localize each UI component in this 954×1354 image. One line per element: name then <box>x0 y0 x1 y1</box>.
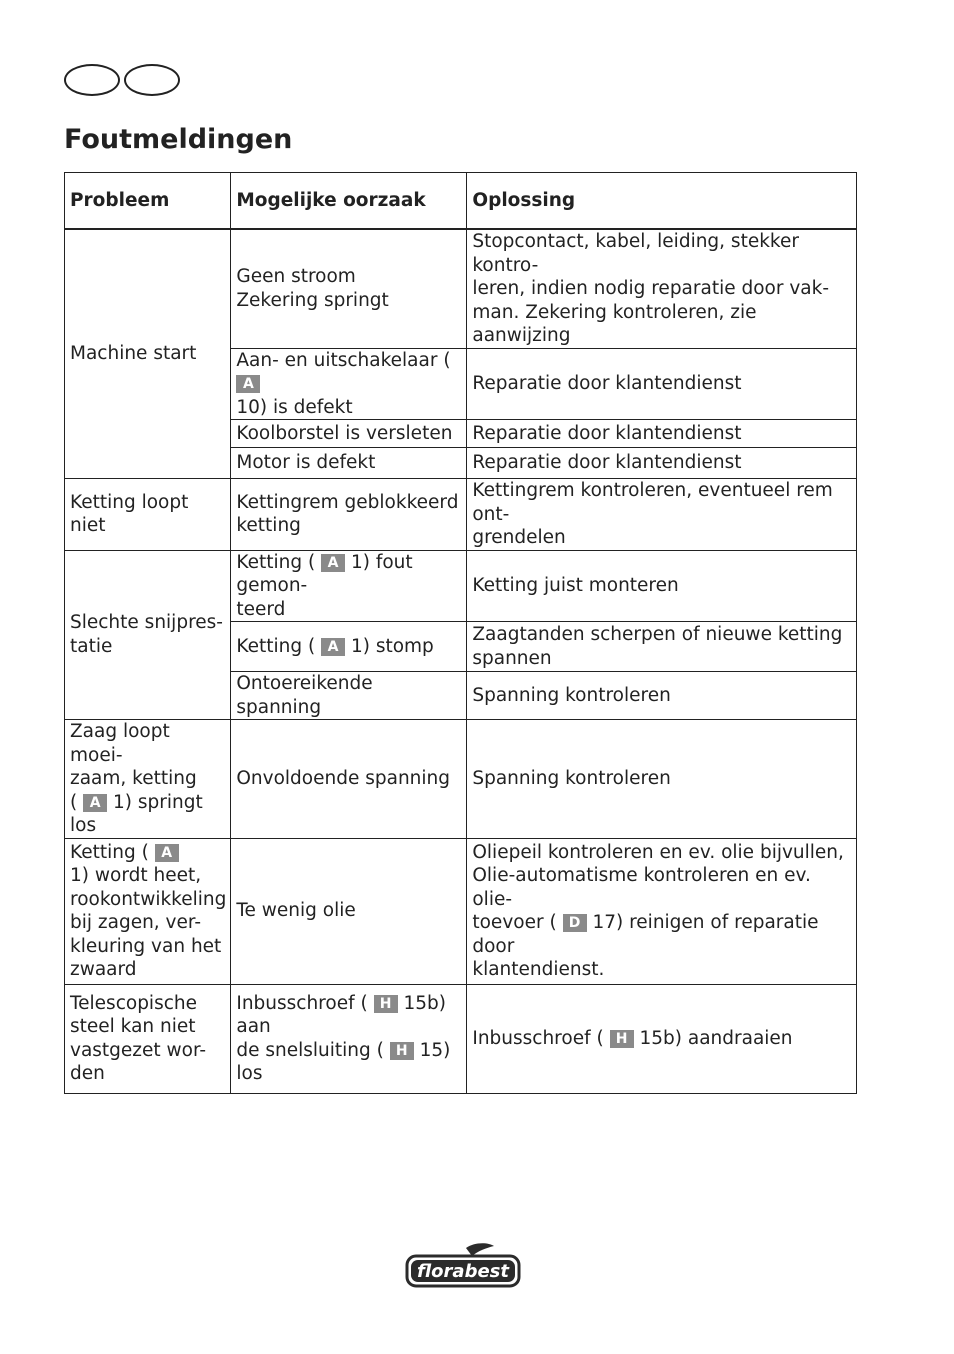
figure-badge-icon: A <box>83 794 107 812</box>
figure-badge-icon: A <box>155 844 179 862</box>
table-row <box>65 479 857 551</box>
problem-cell: Zaag loopt moei- zaam, ketting ( A 1) springt los <box>65 720 231 839</box>
table-row <box>65 720 857 839</box>
figure-badge-icon: A <box>236 375 260 393</box>
cause-cell: Ketting ( A 1) fout gemon- teerd <box>231 550 467 622</box>
table-row <box>65 984 857 1093</box>
solution-cell: Zaagtanden scherpen of nieuwe ketting spannen <box>467 622 857 672</box>
cause-cell: Kettingrem geblokkeerd ketting <box>231 479 467 551</box>
table-row <box>65 838 857 984</box>
language-oval-left <box>64 64 120 96</box>
cause-cell: Koolborstel is versleten <box>231 420 467 448</box>
solution-cell: Stopcontact, kabel, leiding, stekker kontro- leren, indien nodig reparatie door vak- man. Zekering kontroleren, zie aanwijzing <box>467 229 857 348</box>
problem-cell: Slechte snijpres- tatie <box>65 550 231 720</box>
table-header-row <box>65 173 857 230</box>
problem-cell: Telescopische steel kan niet vastgezet wor- den <box>65 984 231 1093</box>
cause-cell: Aan- en uitschakelaar ( A 10) is defekt <box>231 348 467 420</box>
solution-cell: Spanning kontroleren <box>467 720 857 839</box>
solution-cell: Kettingrem kontroleren, eventueel rem ont- grendelen <box>467 479 857 551</box>
language-ovals <box>64 64 180 96</box>
solution-cell: Spanning kontroleren <box>467 672 857 720</box>
cause-cell: Geen stroom Zekering springt <box>231 229 467 348</box>
cause-cell: Onvoldoende spanning <box>231 720 467 839</box>
table-row <box>65 550 857 622</box>
florabest-logo <box>404 1242 522 1294</box>
solution-cell: Oliepeil kontroleren en ev. olie bijvullen, Olie-automatisme kontroleren en ev. olie- toevoer ( D 17) reinigen of reparatie door klantendienst. <box>467 838 857 984</box>
header-problem: Probleem <box>65 173 231 230</box>
solution-cell: Inbusschroef ( H 15b) aandraaien <box>467 984 857 1093</box>
figure-badge-icon: H <box>390 1042 414 1060</box>
problem-cell: Ketting loopt niet <box>65 479 231 551</box>
table-row <box>65 229 857 348</box>
language-oval-right <box>124 64 180 96</box>
svg-text:florabest: florabest <box>417 1261 509 1282</box>
troubleshooting-table <box>64 172 857 1094</box>
solution-cell: Reparatie door klantendienst <box>467 448 857 479</box>
problem-cell: Machine start <box>65 229 231 479</box>
figure-badge-icon: H <box>374 995 398 1013</box>
cause-cell: Te wenig olie <box>231 838 467 984</box>
figure-badge-icon: A <box>321 554 345 572</box>
figure-badge-icon: D <box>563 914 587 932</box>
cause-cell: Motor is defekt <box>231 448 467 479</box>
figure-badge-icon: H <box>610 1030 634 1048</box>
solution-cell: Reparatie door klantendienst <box>467 420 857 448</box>
cause-cell: Inbusschroef ( H 15b) aan de snelsluiting ( H 15) los <box>231 984 467 1093</box>
solution-cell: Reparatie door klantendienst <box>467 348 857 420</box>
cause-cell: Ketting ( A 1) stomp <box>231 622 467 672</box>
problem-cell: Ketting ( A 1) wordt heet, rookontwikkeling bij zagen, ver- kleuring van het zwaard <box>65 838 231 984</box>
page-title: Foutmeldingen <box>64 124 293 155</box>
header-cause: Mogelijke oorzaak <box>231 173 467 230</box>
header-solution: Oplossing <box>467 173 857 230</box>
figure-badge-icon: A <box>321 638 345 656</box>
solution-cell: Ketting juist monteren <box>467 550 857 622</box>
cause-cell: Ontoereikende spanning <box>231 672 467 720</box>
